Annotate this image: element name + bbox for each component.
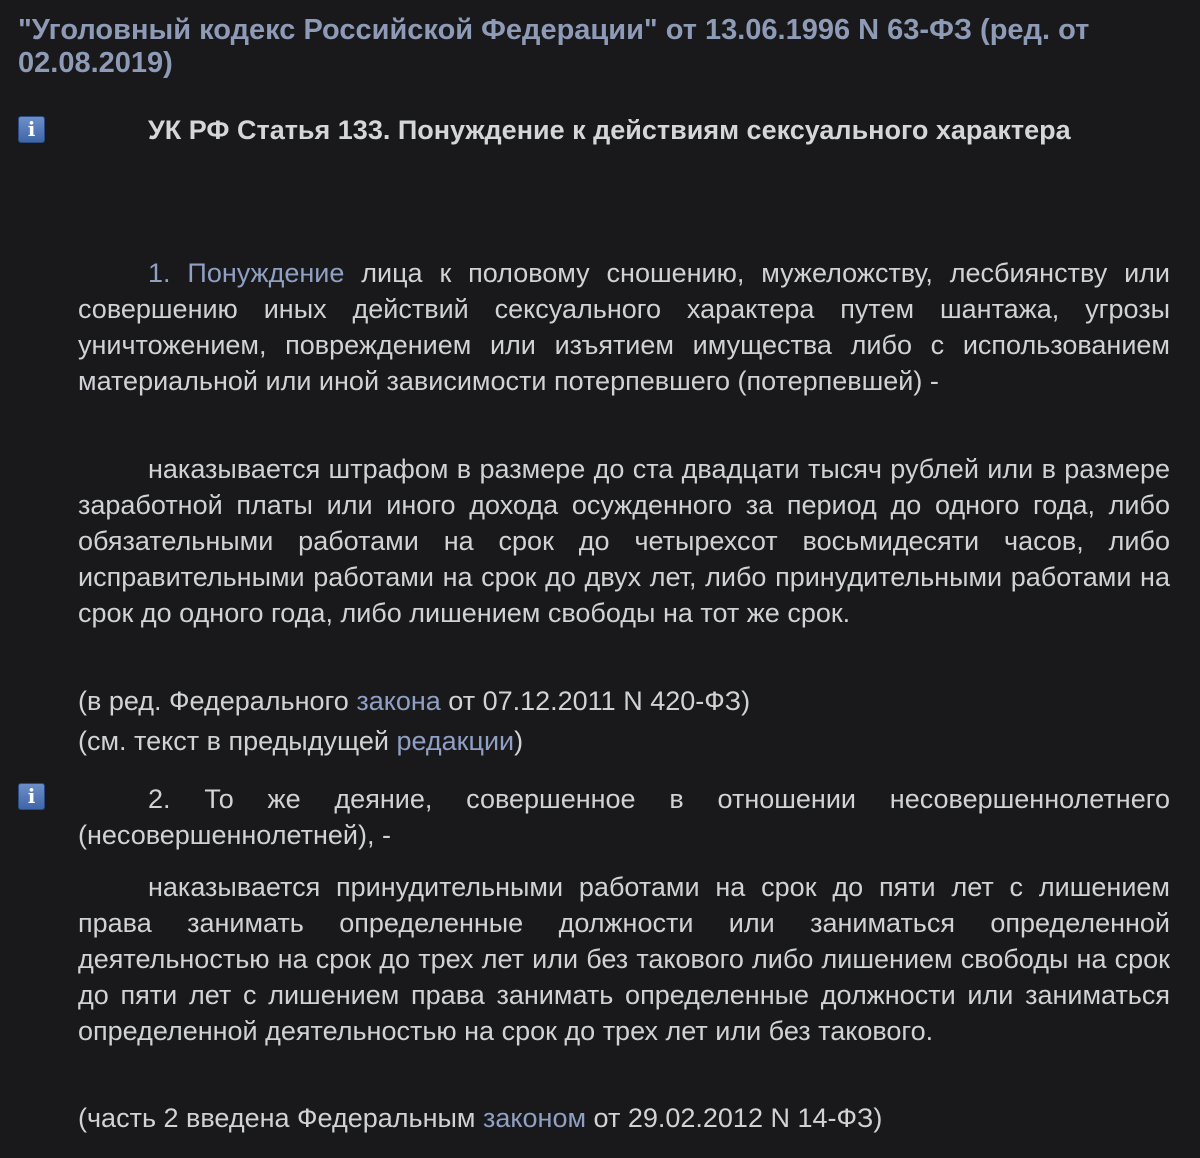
info-icon[interactable]: i xyxy=(18,783,45,810)
edition-link[interactable]: редакции xyxy=(396,726,515,756)
law-link[interactable]: закона xyxy=(356,686,441,716)
part1-amendment-note xyxy=(78,683,750,719)
part1-body: лица к половому сношению, мужеложству, лесбиянству или совершению иных действий сексуального характера путем шантажа, угрозы уничтожением, повреждением или изъятием имущества либо с использованием материальной или иной зависимости потерпевшего (потерпевшей) - xyxy=(78,258,1170,396)
part2-text: 2. То же деяние, совершенное в отношении несовершеннолетнего (несовершеннолетней), - xyxy=(78,784,1170,850)
note-text: (в ред. Федерального xyxy=(78,686,357,716)
part2-introduction-note xyxy=(78,1100,882,1136)
document-title: "Уголовный кодекс Российской Федерации" от 13.06.1996 N 63-ФЗ (ред. от 02.08.2019) xyxy=(18,14,1090,79)
note-text: от 07.12.2011 N 420-ФЗ) xyxy=(440,686,751,716)
note-text: (часть 2 введена Федеральным xyxy=(78,1103,483,1133)
info-icon[interactable]: i xyxy=(18,116,45,143)
note-text: ) xyxy=(514,726,524,756)
part1-text xyxy=(78,255,1170,399)
coercion-link[interactable]: Понуждение xyxy=(187,258,345,288)
article-heading: УК РФ Статья 133. Понуждение к действиям сексуального характера xyxy=(148,115,1071,145)
law-link[interactable]: законом xyxy=(483,1103,587,1133)
note-text: (см. текст в предыдущей xyxy=(78,726,397,756)
note-text: от 29.02.2012 N 14-ФЗ) xyxy=(586,1103,883,1133)
part1-previous-edition-note xyxy=(78,723,523,759)
part2-penalty: наказывается принудительными работами на срок до пяти лет с лишением права занимать определенные должности или заниматься определенной деятельностью на срок до трех лет или без такового либо лишением свободы на срок до пяти лет с лишением права занимать определенные должности или заниматься определенной деятельностью на срок до трех лет или без такового. xyxy=(78,872,1170,1046)
part1-number: 1. xyxy=(148,258,171,288)
part1-penalty: наказывается штрафом в размере до ста двадцати тысяч рублей или в размере заработной платы или иного дохода осужденного за период до одного года, либо обязательными работами на срок до четырехсот восьмидесяти часов, либо исправительными работами на срок до двух лет, либо принудительными работами на срок до одного года, либо лишением свободы на тот же срок. xyxy=(78,454,1170,628)
